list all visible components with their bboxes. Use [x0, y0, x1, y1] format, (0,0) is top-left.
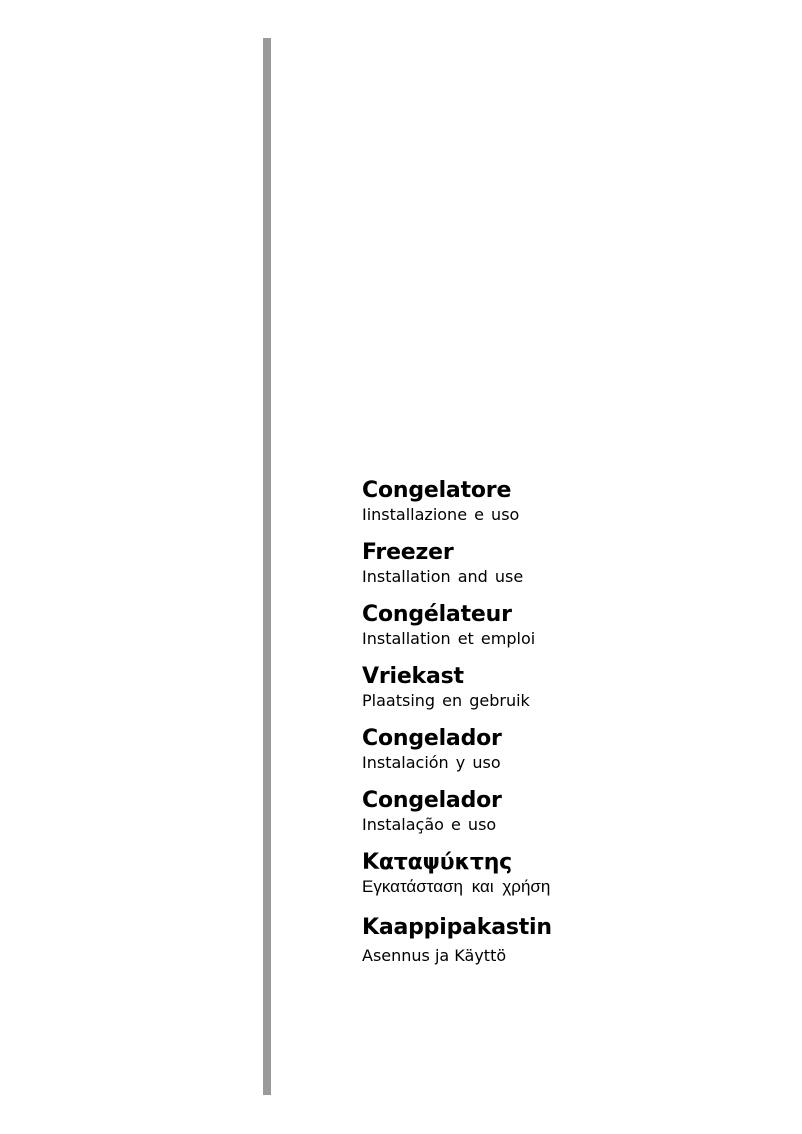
entry-subtitle: Iinstallazione e uso: [362, 505, 520, 524]
entry-title: Καταψύκτης: [362, 850, 513, 875]
entry-title: Freezer: [362, 540, 454, 565]
title-entry-english: [362, 539, 762, 601]
entry-subtitle: Plaatsing en gebruik: [362, 691, 530, 710]
entry-subtitle: Instalação e uso: [362, 815, 497, 834]
entry-title: Congelador: [362, 726, 502, 751]
title-entry-portuguese: [362, 787, 762, 849]
entry-title: Congélateur: [362, 602, 512, 627]
decorative-side-bar: [263, 38, 271, 1095]
entry-title: Congelatore: [362, 478, 512, 503]
title-entry-french: [362, 601, 762, 663]
title-entry-finnish: [362, 914, 762, 976]
title-entry-greek: [362, 849, 762, 914]
title-entry-italian: [362, 477, 762, 539]
title-entry-spanish: [362, 725, 762, 787]
entry-subtitle: Asennus ja Käyttö: [362, 946, 507, 965]
entry-title: Congelador: [362, 788, 502, 813]
entry-subtitle: Instalación y uso: [362, 753, 501, 772]
entry-title: Kaappipakastin: [362, 915, 552, 940]
multilingual-title-list: [362, 477, 762, 976]
entry-subtitle: Installation and use: [362, 567, 524, 586]
title-entry-dutch: [362, 663, 762, 725]
entry-subtitle: Installation et emploi: [362, 629, 536, 648]
entry-subtitle: Εγκατάσταση και χρήση: [362, 877, 551, 896]
entry-title: Vriekast: [362, 664, 464, 689]
